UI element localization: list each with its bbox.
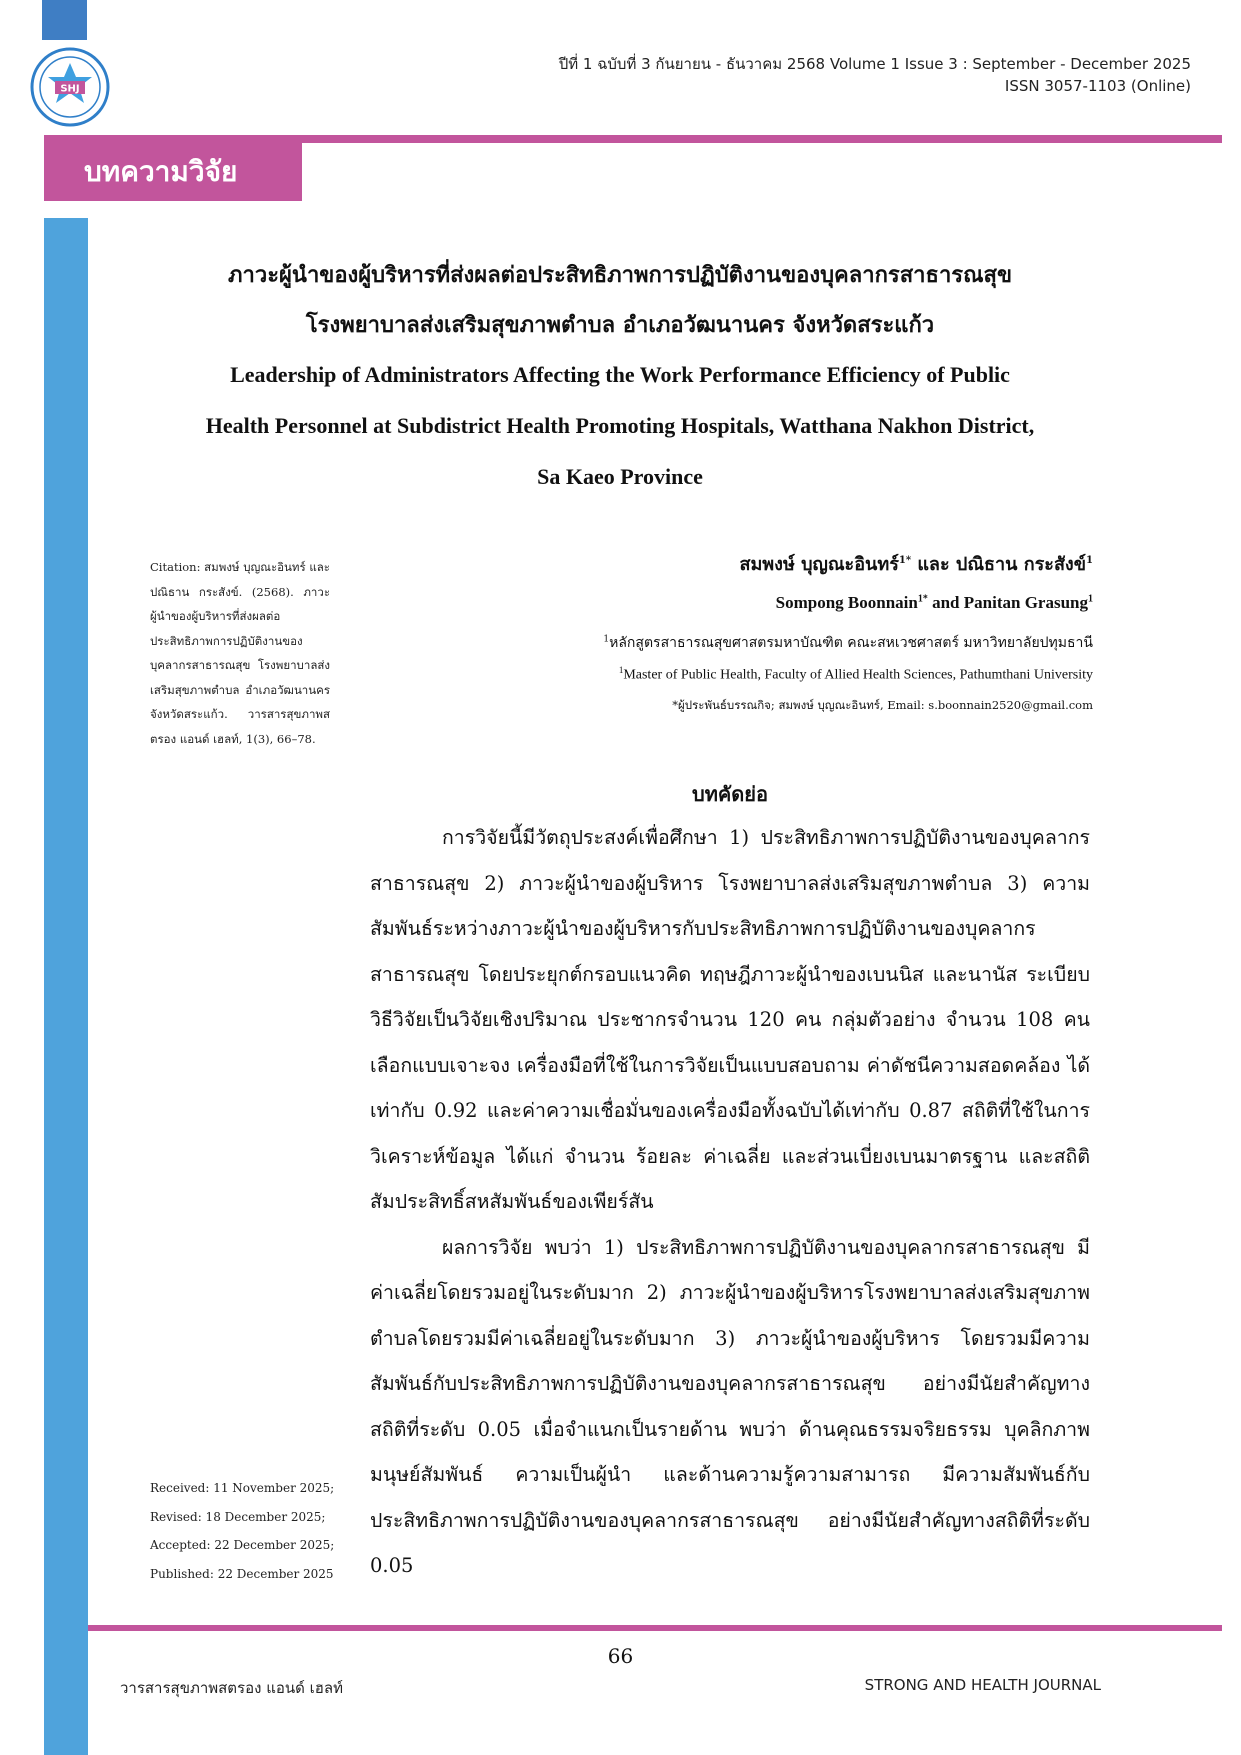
header-rule — [44, 135, 1222, 143]
title-en-line2: Health Personnel at Subdistrict Health Promoting Hospitals, Watthana Nakhon District, — [205, 413, 1035, 438]
title-th-line1: ภาวะผู้นำของผู้บริหารที่ส่งผลต่อประสิทธิภาพการปฏิบัติงานของบุคลากรสาธารณสุข — [227, 262, 1013, 288]
affiliation-en: $^1$Master of Public Health, Faculty of Allied Health Sciences, Pathumthani University — [618, 665, 1093, 683]
footer-journal-en: STRONG AND HEALTH JOURNAL — [864, 1676, 1101, 1694]
issue-info: ปีที่ 1 ฉบับที่ 3 กันยายน - ธันวาคม 2568 Volume 1 Issue 3 : September - December 2025 — [558, 55, 1191, 73]
corresponding-author: *ผู้ประพันธ์บรรณกิจ; สมพงษ์ บุญณะอินทร์, Email: s.boonnain2520@gmail.com — [672, 698, 1093, 712]
title-en-line1: Leadership of Administrators Affecting the Work Performance Efficiency of Public — [230, 362, 1010, 387]
section-label: บทความวิจัย — [44, 143, 302, 201]
top-color-block — [42, 0, 87, 40]
abstract-paragraph-2: ผลการวิจัย พบว่า 1) ประสิทธิภาพการปฏิบัติงานของบุคลากรสาธารณสุข มีค่าเฉลี่ยโดยรวมอยู่ในระดับมาก 2) ภาวะผู้นำของผู้บริหารโรงพยาบาลส่งเสริมสุขภาพตำบลโดยรวมมีค่าเฉลี่ยอยู่ในระดับมาก 3) ภาวะผู้นำของผู้บริหาร โดยรวมมีความสัมพันธ์กับประสิทธิภาพการปฏิบัติงานของบุคลากรสาธารณสุข อย่างมีนัยสำคัญทางสถิติที่ระดับ 0.05 เมื่อจำแนกเป็นรายด้าน พบว่า ด้านคุณธรรมจริยธรรม บุคลิกภาพ มนุษย์สัมพันธ์ ความเป็นผู้นำ และด้านความรู้ความสามารถ มีความสัมพันธ์กับประสิทธิภาพการปฏิบัติงานของบุคลากรสาธารณสุข อย่างมีนัยสำคัญทางสถิติที่ระดับ 0.05 — [370, 1235, 1090, 1577]
footer-rule — [88, 1625, 1222, 1631]
article-dates — [150, 1474, 334, 1588]
abstract-heading: บทคัดย่อ — [692, 782, 768, 806]
authors-en: Sompong Boonnain$^{1*}$ and Panitan Grasung$^1$ — [775, 593, 1093, 612]
author1-th: สมพงษ์ บุญณะอินทร์ — [739, 554, 899, 575]
title-th-line2: โรงพยาบาลส่งเสริมสุขภาพตำบล อำเภอวัฒนานคร จังหวัดสระแก้ว — [305, 312, 935, 338]
abstract-paragraph-1: การวิจัยนี้มีวัตถุประสงค์เพื่อศึกษา 1) ประสิทธิภาพการปฏิบัติงานของบุคลากรสาธารณสุข 2) ภาวะผู้นำของผู้บริหาร โรงพยาบาลส่งเสริมสุขภาพตำบล 3) ความสัมพันธ์ระหว่างภาวะผู้นำของผู้บริหารกับประสิทธิภาพการปฏิบัติงานของบุคลากรสาธารณสุข โดยประยุกต์กรอบแนวคิด ทฤษฎีภาวะผู้นำของเบนนิส และนานัส ระเบียบวิธีวิจัยเป็นวิจัยเชิงปริมาณ ประชากรจำนวน 120 คน กลุ่มตัวอย่าง จำนวน 108 คน เลือกแบบเจาะจง เครื่องมือที่ใช้ในการวิจัยเป็นแบบสอบถาม ค่าดัชนีความสอดคล้อง ได้เท่ากับ 0.92 และค่าความเชื่อมั่นของเครื่องมือทั้งฉบับได้เท่ากับ 0.87 สถิติที่ใช้ในการวิเคราะห์ข้อมูล ได้แก่ จำนวน ร้อยละ ค่าเฉลี่ย และส่วนเบี่ยงเบนมาตรฐาน และสถิติสัมประสิทธิ์สหสัมพันธ์ของเพียร์สัน — [370, 826, 1090, 1213]
left-sidebar-bar — [44, 218, 88, 1755]
date-revised: Revised: 18 December 2025; — [150, 1509, 326, 1524]
title-en-line3: Sa Kaeo Province — [537, 464, 703, 489]
author1-en: Sompong Boonnain — [775, 593, 918, 612]
abstract-body — [370, 815, 1090, 1589]
authors-th: สมพงษ์ บุญณะอินทร์$^{1*}$ และ ปณิธาน กระสังข์$^1$ — [739, 554, 1093, 575]
page-number: 66 — [607, 1644, 634, 1668]
date-published: Published: 22 December 2025 — [150, 1566, 334, 1581]
citation-note: Citation: สมพงษ์ บุญณะอินทร์ และ ปณิธาน กระสังข์. (2568). ภาวะผู้นำของผู้บริหารที่ส่งผลต่อประสิทธิภาพการปฏิบัติงานของบุคลากรสาธารณสุข โรงพยาบาลส่งเสริมสุขภาพตำบล อำเภอวัฒนานคร จังหวัดสระแก้ว. วารสารสุขภาพสตรอง แอนด์ เฮลท์, 1(3), 66–78. — [150, 560, 330, 746]
author2-en: Panitan Grasung — [963, 593, 1088, 612]
journal-logo — [28, 45, 112, 129]
footer-journal-th: วารสารสุขภาพสตรอง แอนด์ เฮลท์ — [120, 1679, 344, 1697]
affiliation-th: $^1$หลักสูตรสาธารณสุขศาสตรมหาบัณฑิต คณะสหเวชศาสตร์ มหาวิทยาลัยปทุมธานี — [603, 634, 1093, 651]
author2-th: ปณิธาน กระสังข์ — [955, 554, 1087, 575]
svg-text:SHJ: SHJ — [60, 83, 80, 95]
date-accepted: Accepted: 22 December 2025; — [150, 1538, 335, 1552]
date-received: Received: 11 November 2025; — [150, 1481, 335, 1495]
issn: ISSN 3057-1103 (Online) — [1004, 77, 1191, 95]
